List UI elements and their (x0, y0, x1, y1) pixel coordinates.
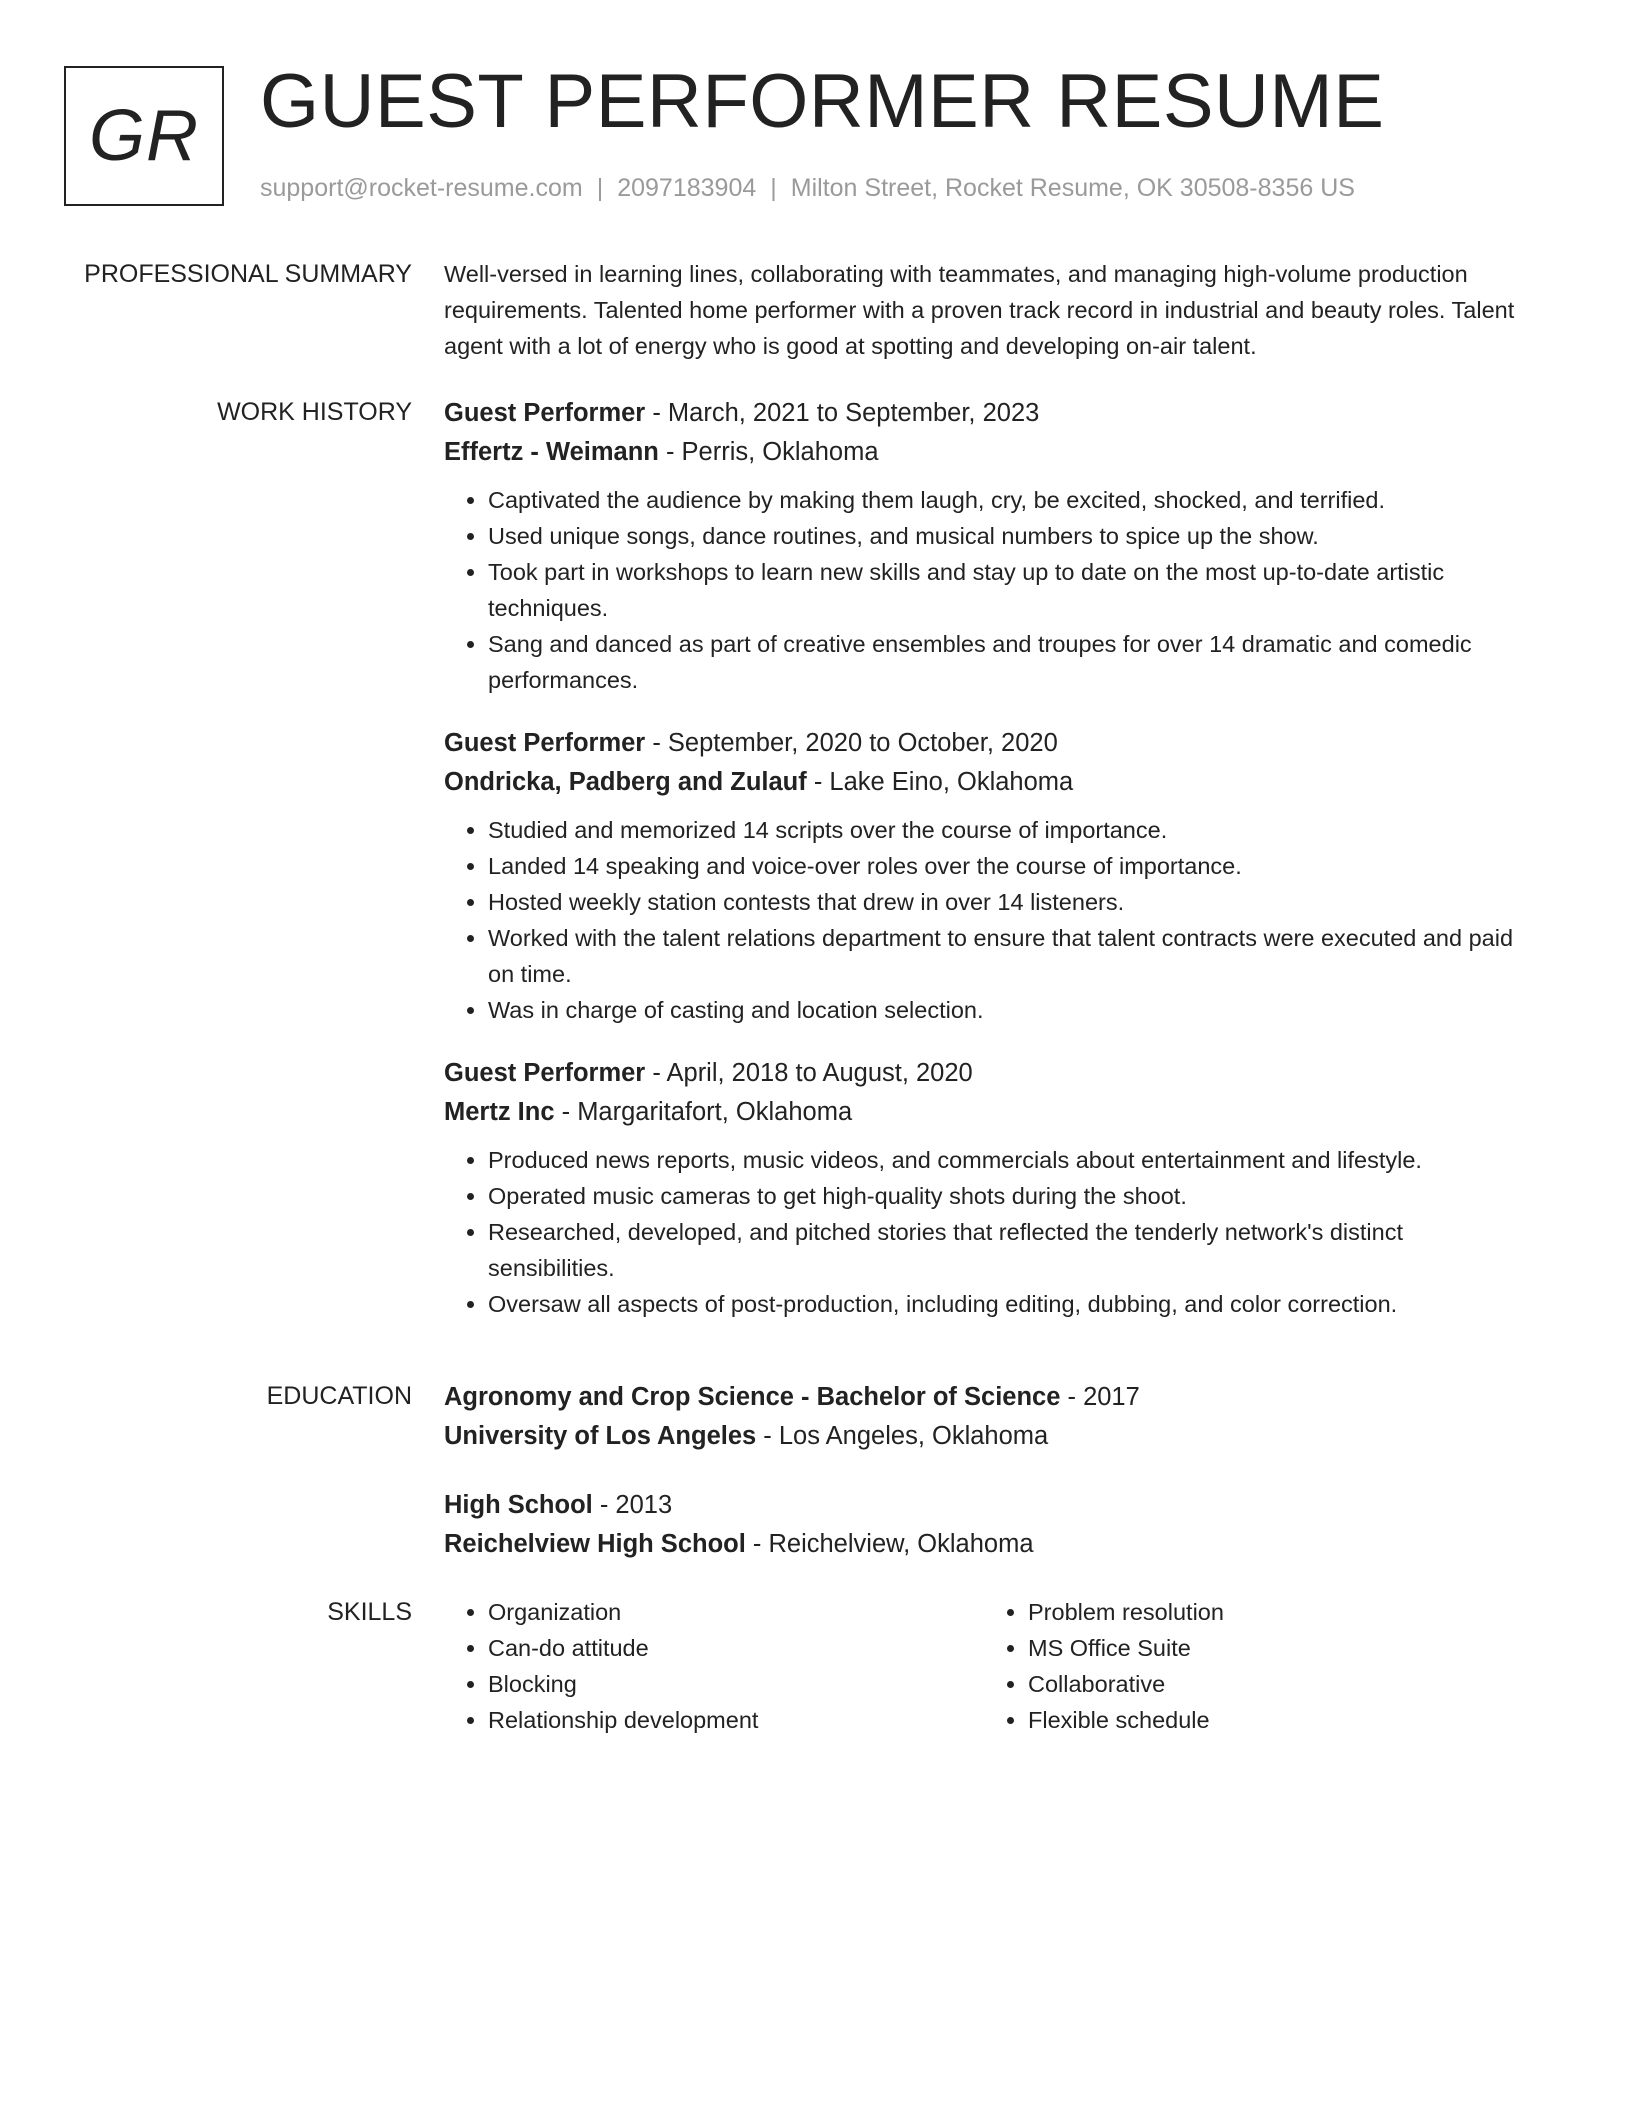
job-dates: - March, 2021 to September, 2023 (645, 399, 1040, 427)
skill-item: • Relationship development (488, 1702, 984, 1738)
job-title: Guest Performer (444, 399, 646, 427)
job-company: Effertz - Weimann (444, 438, 659, 466)
education-degree-line (444, 1378, 1524, 1417)
list-item: • Oversaw all aspects of post-production, including editing, dubbing, and color correction. (488, 1286, 1524, 1322)
list-item: • Was in charge of casting and location selection. (488, 992, 1524, 1028)
education-degree-line (444, 1486, 1524, 1525)
job-entry (444, 724, 1524, 1028)
education-school-line (444, 1525, 1524, 1564)
list-item: • Hosted weekly station contests that drew in over 14 listeners. (488, 884, 1524, 920)
job-company: Mertz Inc (444, 1098, 555, 1126)
education-degree: Agronomy and Crop Science - Bachelor of Science (444, 1383, 1061, 1411)
job-company-line (444, 763, 1524, 802)
section-label-summary: PROFESSIONAL SUMMARY (84, 260, 412, 288)
summary-text: Well-versed in learning lines, collaborating with teammates, and managing high-volume production requirements. Talented home performer with a proven track record in industrial and beauty roles. Talent agent with a lot of energy who is good at spotting and developing on-air talent. (444, 261, 1515, 359)
job-title-line (444, 1054, 1524, 1093)
list-item: • Landed 14 speaking and voice-over roles over the course of importance. (488, 848, 1524, 884)
resume-title: GUEST PERFORMER RESUME (260, 59, 1385, 144)
education-body (444, 1378, 1524, 1564)
list-item: • Sang and danced as part of creative ensembles and troupes for over 14 dramatic and comedic performances. (488, 626, 1524, 698)
job-title: Guest Performer (444, 729, 646, 757)
job-title-line (444, 724, 1524, 763)
skill-item: • Organization (488, 1594, 984, 1630)
job-entry (444, 1054, 1524, 1322)
list-item: • Studied and memorized 14 scripts over the course of importance. (488, 812, 1524, 848)
summary-body (444, 256, 1524, 364)
skills-columns (444, 1594, 1524, 1738)
job-location: - Lake Eino, Oklahoma (806, 768, 1074, 796)
education-school-line (444, 1417, 1524, 1456)
education-school: University of Los Angeles (444, 1422, 757, 1450)
job-entry (444, 394, 1524, 698)
list-item: • Worked with the talent relations department to ensure that talent contracts were executed and paid on time. (488, 920, 1524, 992)
job-company-line (444, 1093, 1524, 1132)
list-item: • Used unique songs, dance routines, and musical numbers to spice up the show. (488, 518, 1524, 554)
skill-item: • Can-do attitude (488, 1630, 984, 1666)
skills-list-left (444, 1594, 984, 1738)
work-history-body (444, 394, 1524, 1322)
job-company: Ondricka, Padberg and Zulauf (444, 768, 807, 796)
job-dates: - April, 2018 to August, 2020 (645, 1059, 973, 1087)
skill-item: • MS Office Suite (1028, 1630, 1524, 1666)
education-location: - Los Angeles, Oklahoma (756, 1422, 1049, 1450)
contact-line (260, 174, 1355, 203)
skills-body (444, 1594, 1524, 1738)
job-location: - Margaritafort, Oklahoma (554, 1098, 853, 1126)
education-entry (444, 1486, 1524, 1564)
education-location: - Reichelview, Oklahoma (745, 1530, 1034, 1558)
list-item: • Researched, developed, and pitched stories that reflected the tenderly network's distinct sensibilities. (488, 1214, 1524, 1286)
job-location: - Perris, Oklahoma (658, 438, 879, 466)
skill-item: • Problem resolution (1028, 1594, 1524, 1630)
education-school: Reichelview High School (444, 1530, 746, 1558)
section-label-skills: SKILLS (327, 1598, 412, 1626)
section-label-work-history: WORK HISTORY (217, 398, 412, 426)
job-bullets (444, 482, 1524, 698)
skills-list-right (984, 1594, 1524, 1738)
list-item: • Captivated the audience by making them laugh, cry, be excited, shocked, and terrified. (488, 482, 1524, 518)
job-bullets (444, 812, 1524, 1028)
education-entry (444, 1378, 1524, 1456)
education-year: - 2013 (592, 1491, 673, 1519)
job-bullets (444, 1142, 1524, 1322)
section-label-education: EDUCATION (266, 1382, 412, 1410)
list-item: • Produced news reports, music videos, and commercials about entertainment and lifestyle. (488, 1142, 1524, 1178)
contact-separator: | (770, 174, 777, 202)
contact-phone: 2097183904 (617, 174, 757, 202)
skills-column-right (984, 1594, 1524, 1738)
job-title: Guest Performer (444, 1059, 646, 1087)
contact-separator: | (596, 174, 604, 202)
job-dates: - September, 2020 to October, 2020 (645, 729, 1058, 757)
list-item: • Took part in workshops to learn new skills and stay up to date on the most up-to-date artistic techniques. (488, 554, 1524, 626)
skill-item: • Blocking (488, 1666, 984, 1702)
contact-address: Milton Street, Rocket Resume, OK 30508-8356 US (790, 174, 1355, 202)
list-item: • Operated music cameras to get high-quality shots during the shoot. (488, 1178, 1524, 1214)
education-degree: High School (444, 1491, 593, 1519)
skills-column-left (444, 1594, 984, 1738)
skill-item: • Flexible schedule (1028, 1702, 1524, 1738)
job-title-line (444, 394, 1524, 433)
contact-email: support@rocket-resume.com (260, 174, 583, 202)
skill-item: • Collaborative (1028, 1666, 1524, 1702)
job-company-line (444, 433, 1524, 472)
education-year: - 2017 (1060, 1383, 1140, 1411)
monogram-badge: GR (64, 66, 224, 206)
